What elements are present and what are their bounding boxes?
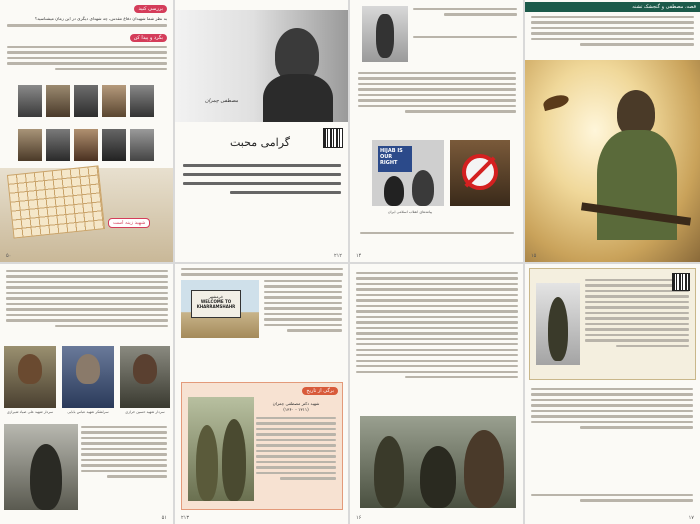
page-bottom-left <box>0 264 173 524</box>
running-soldier-photo <box>536 283 580 365</box>
page-bottom-right <box>525 264 700 524</box>
portrait <box>130 85 154 117</box>
story-frame <box>529 268 696 380</box>
history-box-title-text: برگی از تاریخ <box>306 388 334 394</box>
right-text <box>264 280 342 335</box>
history-box-title <box>302 387 338 395</box>
protest-sign-text: HIJAB IS OUR RIGHT <box>380 148 403 166</box>
portrait <box>130 129 154 161</box>
section-title-search-text: بگرد و پیدا کن <box>133 35 163 41</box>
section-title-search <box>130 34 167 42</box>
section-title-review-text: بررسی کنید <box>138 6 163 12</box>
portrait-caption-babaei: سرلشکر شهید عباس بابایی <box>67 410 109 414</box>
body-text <box>531 388 693 432</box>
welcome-sign <box>191 290 241 318</box>
welcome-sign-fa: خرمشهر <box>208 294 224 299</box>
page-number: ۲۱۲ <box>333 253 342 259</box>
page-bottom-second <box>175 264 348 524</box>
khorramshahr-sign-photo <box>181 280 259 338</box>
page-title: گرامی محبت <box>229 136 291 149</box>
history-box-heading <box>256 401 336 413</box>
chamran-painted-body <box>597 130 677 240</box>
page-top-left <box>0 0 173 262</box>
body-text <box>358 72 516 116</box>
story-title-bar <box>525 2 700 12</box>
page-number: ۱۴ <box>356 253 362 259</box>
portrait-babaei-face <box>76 354 100 384</box>
grid-answer-button-label: شهید زینه است <box>113 220 146 226</box>
portrait <box>46 129 70 161</box>
chamran-field-photo <box>188 397 254 501</box>
portrait-caption-shirazi: سردار شهید علی صیاد شیرازی <box>6 410 54 414</box>
portrait-shirazi <box>4 346 56 408</box>
page-number: ۱۶ <box>356 515 362 521</box>
soldier-silhouette <box>196 425 218 501</box>
photo-caption: مصطفی چمران <box>205 98 239 104</box>
soldier-silhouette <box>548 297 568 361</box>
soldier-silhouette <box>374 436 404 508</box>
chamran-body-silhouette <box>263 74 333 122</box>
lower-text <box>81 426 167 481</box>
photo-caption: پیامدهای انقلاب اسلامی ایران <box>387 210 433 214</box>
portrait <box>46 85 70 117</box>
page-number: ۱۷ <box>688 515 694 521</box>
grid-answer-button[interactable] <box>108 218 150 228</box>
portrait-kharrazi <box>120 346 170 408</box>
soldier-photo <box>362 6 408 62</box>
page-top-second <box>175 0 348 262</box>
body-text <box>6 270 168 330</box>
footer-text <box>531 494 693 505</box>
story-title: قصه، مصطفی و گنجشک تشنه <box>632 4 696 10</box>
portrait <box>18 85 42 117</box>
soldier-silhouette <box>222 419 246 501</box>
page-number: ۲۱۳ <box>181 515 190 521</box>
history-box-dates: (۱۳۱۱ - ۱۳۶۰) <box>283 407 309 412</box>
protest-photo <box>372 140 444 206</box>
section-text-review: به نظر شما شهیدان دفاع مقدس، چه شهدای دیگری در این زمان میشناسید؟ <box>7 16 167 30</box>
portrait <box>102 129 126 161</box>
letter-grid <box>7 165 105 238</box>
qr-code[interactable] <box>323 128 343 148</box>
page-top-right <box>525 0 700 262</box>
soldiers-group-photo <box>360 416 516 508</box>
protester-silhouette <box>412 170 434 206</box>
portrait-babaei <box>62 346 114 408</box>
protest-sign <box>378 146 412 172</box>
history-box-name: شهید دکتر مصطفی چمران <box>272 401 320 406</box>
page-number: ۵۰ <box>6 253 12 259</box>
portrait <box>74 85 98 117</box>
soldier-silhouette <box>464 430 504 508</box>
top-text <box>181 268 343 279</box>
protester-silhouette <box>384 176 404 206</box>
portrait <box>102 85 126 117</box>
bird-icon <box>542 93 570 111</box>
soldier-silhouette <box>420 446 456 508</box>
page-bottom-third <box>350 264 523 524</box>
portrait-caption-kharrazi: سردار شهید حسین خرازی <box>125 410 165 414</box>
soldier-silhouette <box>376 14 394 58</box>
history-box-text <box>256 417 336 483</box>
body-text <box>183 164 341 197</box>
history-box <box>181 382 343 510</box>
page-top-third <box>350 0 523 262</box>
chamran-photo <box>175 10 348 122</box>
no-symbol-photo <box>450 140 510 206</box>
search-paragraph <box>7 46 167 73</box>
portrait <box>18 129 42 161</box>
portrait <box>74 129 98 161</box>
page-number: ۱۵ <box>531 253 537 259</box>
soldiers-binoculars-photo <box>4 424 78 510</box>
footer-text <box>360 232 514 237</box>
soldier-silhouette <box>30 444 62 510</box>
body-text <box>356 272 518 382</box>
side-text <box>413 8 517 41</box>
qr-code[interactable] <box>672 273 690 291</box>
section-title-review <box>134 5 167 13</box>
page-number: ۵۱ <box>161 515 167 521</box>
portrait-shirazi-face <box>18 354 42 384</box>
portrait-kharrazi-face <box>133 354 157 384</box>
story-text <box>531 16 694 49</box>
welcome-sign-en: WELCOME TO KHARRAMSHAHR <box>196 299 236 309</box>
portrait-grid <box>18 85 156 165</box>
painting-illustration <box>525 60 700 262</box>
